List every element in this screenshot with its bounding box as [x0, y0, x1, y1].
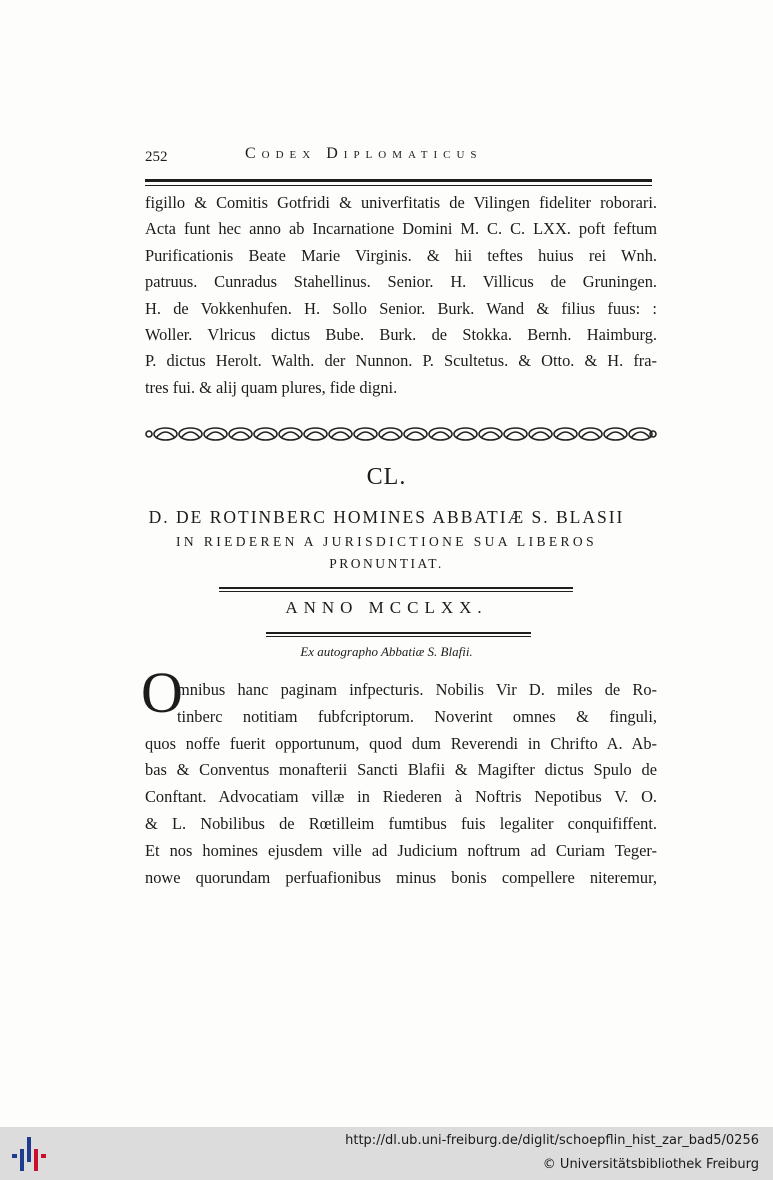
- page-number: 252: [145, 149, 168, 165]
- copyright-text: © Universitätsbibliothek Freiburg: [542, 1157, 759, 1172]
- text-line: tinberc notitiam fubfcriptorum. Noverint omnes & finguli,: [177, 706, 657, 726]
- ornamental-border: [145, 423, 657, 445]
- charter-number: CL.: [366, 464, 407, 490]
- text-line: Et nos homines ejusdem ville ad Judicium noftrum ad Curiam Teger-: [145, 840, 657, 860]
- text-line: quos noffe fuerit opportunum, quod dum Reverendi in Chrifto A. Ab-: [145, 733, 657, 753]
- charter-text: [145, 677, 657, 891]
- permalink-link[interactable]: http://dl.ub.uni-freiburg.de/diglit/schoepflin_hist_zar_bad5/0256: [345, 1133, 759, 1148]
- drop-cap: O: [141, 660, 183, 725]
- text-line: nowe quorundam perfuafionibus minus bonis compellere niteremur,: [145, 867, 657, 887]
- text-line: Woller. Vlricus dictus Bube. Burk. de Stokka. Bernh. Haimburg.: [145, 325, 657, 345]
- charter-year: ANNO MCCLXX.: [285, 598, 488, 617]
- charter-title-line3: PRONUNTIAT.: [329, 556, 444, 571]
- title-rule-thick: [219, 587, 573, 589]
- charter-title-line2: IN RIEDEREN A JURISDICTIONE SUA LIBEROS: [176, 534, 597, 549]
- text-line: bas & Conventus monafterii Sancti Blafii & Magifter dictus Spulo de: [145, 760, 657, 780]
- paragraph-continuation: [145, 190, 657, 401]
- text-line: Conftant. Advocatiam villæ in Riederen à Noftris Nepotibus V. O.: [145, 787, 657, 807]
- text-line: Purificationis Beate Marie Virginis. & hii teftes huius rei Wnh.: [145, 245, 657, 265]
- text-line: figillo & Comitis Gotfridi & univerfitatis de Vilingen fideliter roborari.: [145, 193, 657, 212]
- text-line: P. dictus Herolt. Walth. der Nunnon. P. Scultetus. & Otto. & H. fra-: [145, 351, 657, 371]
- text-line: tres fui. & alij quam plures, fide digni.: [145, 377, 398, 397]
- running-title: Codex Diplomaticus: [245, 145, 483, 162]
- text-line: & L. Nobilibus de Rœtilleim fumtibus fuis legaliter conquififfent.: [145, 813, 657, 833]
- year-rule-thick: [266, 632, 531, 634]
- viewer-footer: [0, 1127, 773, 1180]
- title-rule-thin: [219, 591, 573, 592]
- header-rule-thin: [145, 185, 652, 186]
- header-rule-thick: [145, 179, 652, 182]
- text-line: Acta funt hec anno ab Incarnatione Domini M. C. C. LXX. poft feftum: [145, 219, 657, 239]
- ub-freiburg-logo-icon[interactable]: [9, 1135, 49, 1175]
- year-rule-thin: [266, 636, 531, 637]
- running-header: [145, 145, 657, 169]
- source-note: Ex autographo Abbatiæ S. Blafii.: [300, 644, 473, 659]
- charter-title-line1: D. DE ROTINBERC HOMINES ABBATIÆ S. BLASII: [148, 507, 625, 527]
- text-line: mnibus hanc paginam infpecturis. Nobilis Vir D. miles de Ro-: [177, 680, 657, 699]
- text-line: H. de Vokkenhufen. H. Sollo Senior. Burk. Wand & filius fuus: :: [145, 298, 657, 318]
- text-line: patruus. Cunradus Stahellinus. Senior. H. Villicus de Gruningen.: [145, 272, 657, 292]
